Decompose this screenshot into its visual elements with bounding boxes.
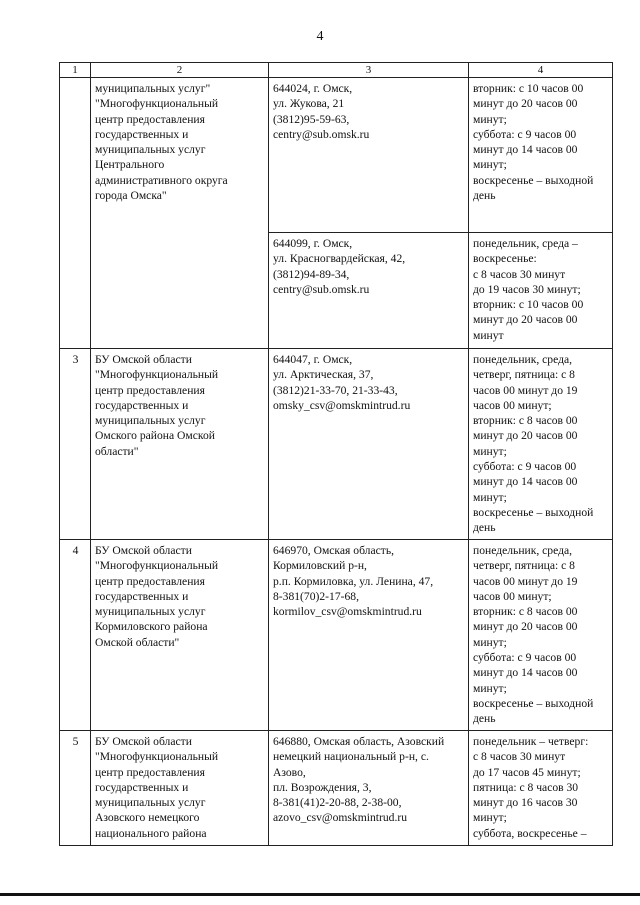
address-line: Кормиловский р-н, [273, 559, 367, 573]
address-line: р.п. Кормиловка, ул. Ленина, 47, [273, 574, 434, 588]
hours-cell [469, 233, 613, 349]
name-line: центр предоставления [95, 383, 205, 397]
hours-line: минут; [473, 681, 507, 695]
hours-line: суббота, воскресенье – [473, 826, 587, 840]
hours-line: до 19 часов 30 минут; [473, 282, 581, 296]
hours-line: пятница: с 8 часов 30 [473, 780, 579, 794]
hours-line: часов 00 минут; [473, 589, 552, 603]
row-number-cell: 3 [60, 349, 91, 540]
header-cell: 2 [91, 63, 269, 78]
hours-line: день [473, 521, 496, 535]
address-line: 646970, Омская область, [273, 544, 395, 557]
address-line: kormilov_csv@omskmintrud.ru [273, 605, 422, 619]
address-cell [269, 78, 469, 233]
scan-edge-line [0, 893, 640, 896]
hours-line: четверг, пятница: с 8 [473, 559, 575, 573]
hours-line: понедельник, среда, [473, 544, 573, 557]
address-cell [269, 349, 469, 540]
hours-line: вторник: с 10 часов 00 [473, 298, 584, 312]
table-row [60, 731, 613, 846]
hours-line: минут до 20 часов 00 [473, 620, 578, 634]
hours-line: минут до 20 часов 00 [473, 313, 578, 327]
address-line: ул. Арктическая, 37, [273, 368, 374, 382]
address-line: 644099, г. Омск, [273, 237, 353, 250]
address-line: ул. Красногвардейская, 42, [273, 252, 406, 266]
name-line: Омской области" [95, 635, 180, 649]
hours-line: четверг, пятница: с 8 [473, 368, 575, 382]
name-line: центр предоставления [95, 112, 205, 126]
name-line: административного округа [95, 173, 228, 187]
hours-line: минут до 14 часов 00 [473, 666, 578, 680]
hours-line: вторник: с 8 часов 00 [473, 605, 578, 619]
name-line: БУ Омской области [95, 353, 192, 366]
address-line: azovo_csv@omskmintrud.ru [273, 811, 408, 825]
address-line: 644047, г. Омск, [273, 353, 353, 366]
name-line: Центрального [95, 158, 165, 172]
address-line: пл. Возрождения, 3, [273, 780, 372, 794]
hours-line: понедельник – четверг: [473, 735, 589, 748]
hours-line: суббота: с 9 часов 00 [473, 127, 577, 141]
hours-line: минут до 20 часов 00 [473, 429, 578, 443]
hours-cell [469, 78, 613, 233]
name-line: муниципальных услуг" [95, 82, 211, 95]
institution-name-cell [91, 349, 269, 540]
table-row [60, 349, 613, 540]
address-line: (3812)94-89-34, [273, 267, 350, 281]
hours-line: суббота: с 9 часов 00 [473, 651, 577, 665]
row-number-cell [60, 78, 91, 349]
name-line: БУ Омской области [95, 735, 192, 748]
row-number-cell: 4 [60, 540, 91, 731]
hours-line: с 8 часов 30 минут [473, 267, 566, 281]
hours-line: день [473, 189, 496, 203]
hours-line: часов 00 минут до 19 [473, 574, 578, 588]
hours-line: понедельник, среда, [473, 353, 573, 366]
address-line: ул. Жукова, 21 [273, 97, 345, 111]
hours-cell [469, 540, 613, 731]
institution-name-cell [91, 540, 269, 731]
name-line: "Многофункциональный [95, 559, 219, 573]
hours-line: минут; [473, 811, 507, 825]
header-cell: 1 [60, 63, 91, 78]
hours-line: воскресенье – выходной [473, 696, 594, 710]
hours-line: часов 00 минут до 19 [473, 383, 578, 397]
name-line: "Многофункциональный [95, 750, 219, 764]
address-cell [269, 540, 469, 731]
hours-cell [469, 731, 613, 846]
hours-line: понедельник, среда – [473, 237, 578, 250]
header-cell: 4 [469, 63, 613, 78]
name-line: Кормиловского района [95, 620, 208, 634]
name-line: "Многофункциональный [95, 368, 219, 382]
address-line: 644024, г. Омск, [273, 82, 353, 95]
hours-line: воскресенье – выходной [473, 505, 594, 519]
hours-line: воскресенье: [473, 252, 537, 266]
hours-line: минут; [473, 444, 507, 458]
name-line: государственных и [95, 127, 189, 141]
hours-line: вторник: с 8 часов 00 [473, 414, 578, 428]
table-header-row [60, 63, 613, 78]
name-line: государственных и [95, 589, 189, 603]
address-line: (3812)21-33-70, 21-33-43, [273, 383, 398, 397]
hours-line: минут [473, 328, 504, 342]
hours-line: минут; [473, 158, 507, 172]
address-line: Азово, [273, 765, 306, 779]
hours-line: минут; [473, 490, 507, 504]
row-number-cell: 5 [60, 731, 91, 846]
header-cell: 3 [269, 63, 469, 78]
page-number: 4 [316, 29, 324, 44]
hours-line: минут до 14 часов 00 [473, 143, 578, 157]
name-line: центр предоставления [95, 765, 205, 779]
address-cell [269, 731, 469, 846]
hours-line: день [473, 712, 496, 726]
address-line: 8-381(41)2-20-88, 2-38-00, [273, 796, 402, 810]
name-line: национального района [95, 826, 207, 840]
address-line: немецкий национальный р-н, с. [273, 750, 429, 764]
hours-line: воскресенье – выходной [473, 173, 594, 187]
hours-line: суббота: с 9 часов 00 [473, 460, 577, 474]
name-line: центр предоставления [95, 574, 205, 588]
institution-name-cell [91, 731, 269, 846]
address-line: centry@sub.omsk.ru [273, 127, 370, 141]
name-line: города Омска" [95, 189, 167, 203]
hours-line: до 17 часов 45 минут; [473, 765, 581, 779]
hours-line: часов 00 минут; [473, 398, 552, 412]
name-line: государственных и [95, 780, 189, 794]
institutions-table [59, 62, 613, 846]
name-line: БУ Омской области [95, 544, 192, 557]
hours-line: вторник: с 10 часов 00 [473, 82, 584, 95]
name-line: Омского района Омской [95, 429, 215, 443]
name-line: муниципальных услуг [95, 414, 206, 428]
hours-line: минут до 14 часов 00 [473, 475, 578, 489]
address-line: 646880, Омская область, Азовский [273, 735, 445, 748]
name-line: "Многофункциональный [95, 97, 219, 111]
name-line: муниципальных услуг [95, 143, 206, 157]
institution-name-cell [91, 78, 269, 349]
name-line: муниципальных услуг [95, 796, 206, 810]
hours-cell [469, 349, 613, 540]
name-line: Азовского немецкого [95, 811, 200, 825]
address-line: centry@sub.omsk.ru [273, 282, 370, 296]
hours-line: с 8 часов 30 минут [473, 750, 566, 764]
table-row [60, 78, 613, 233]
hours-line: минут до 20 часов 00 [473, 97, 578, 111]
table-row [60, 540, 613, 731]
name-line: области" [95, 444, 139, 458]
hours-line: минут; [473, 112, 507, 126]
hours-line: минут до 16 часов 30 [473, 796, 578, 810]
address-line: 8-381(70)2-17-68, [273, 589, 359, 603]
name-line: государственных и [95, 398, 189, 412]
address-cell [269, 233, 469, 349]
name-line: муниципальных услуг [95, 605, 206, 619]
hours-line: минут; [473, 635, 507, 649]
address-line: (3812)95-59-63, [273, 112, 350, 126]
address-line: omsky_csv@omskmintrud.ru [273, 398, 411, 412]
